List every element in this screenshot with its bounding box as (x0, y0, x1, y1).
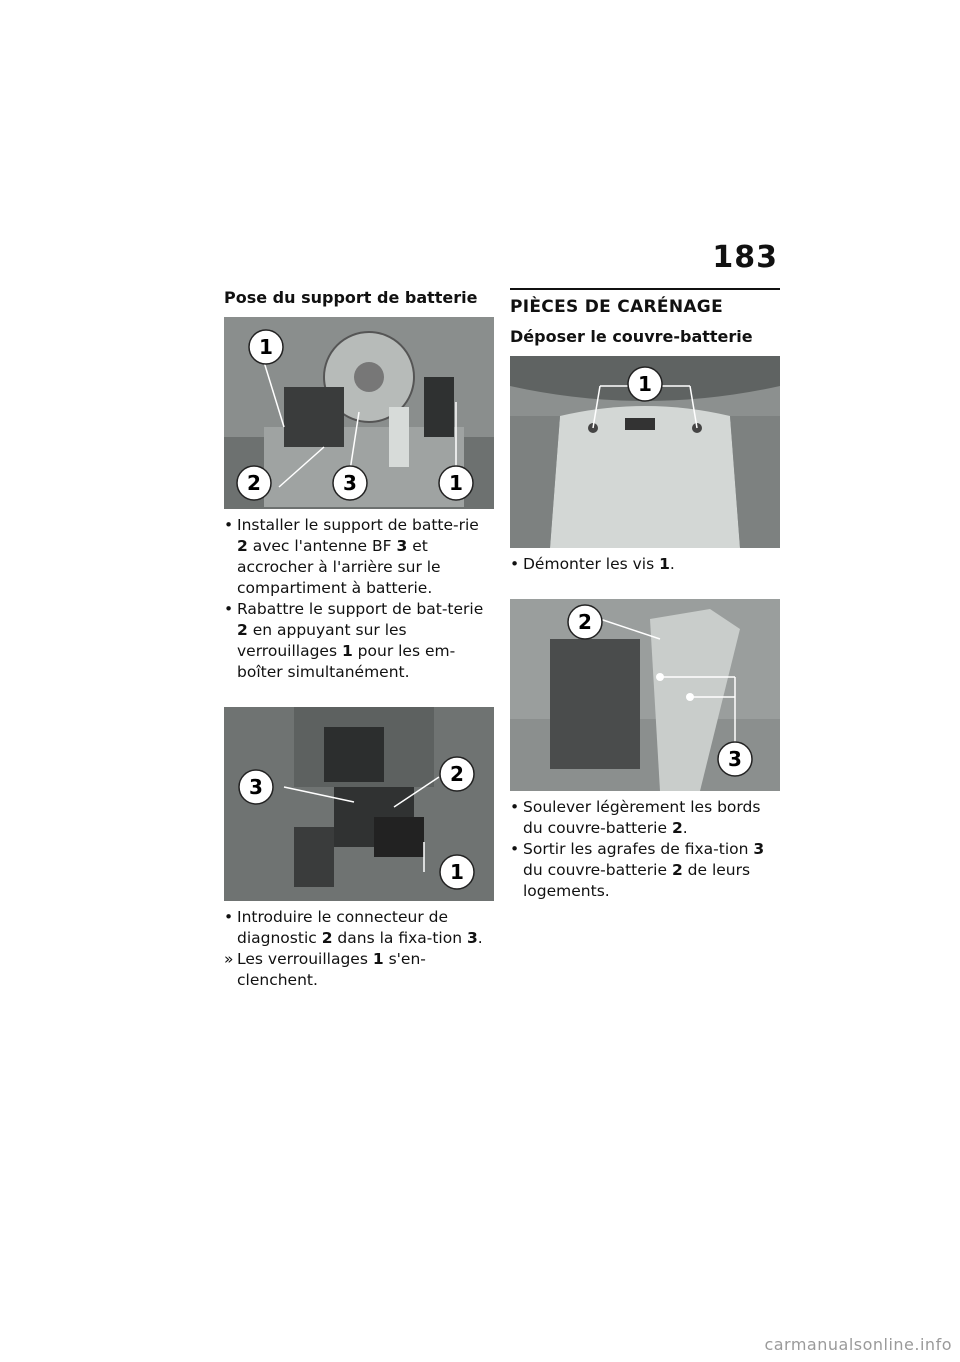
svg-text:3: 3 (343, 471, 357, 495)
figure-cover-screws (510, 356, 780, 548)
svg-text:3: 3 (249, 775, 263, 799)
step-release-clips: • Sortir les agrafes de fixa-tion 3 du couvre-batterie 2 de leurs logements. (510, 840, 765, 900)
svg-text:1: 1 (638, 372, 652, 396)
svg-text:2: 2 (450, 762, 464, 786)
section-title: PIÈCES DE CARÉNAGE (510, 288, 780, 317)
cover-screws-illustration (510, 356, 780, 548)
callout-2 (237, 466, 271, 500)
callout-2 (440, 757, 474, 791)
svg-text:1: 1 (449, 471, 463, 495)
callout-1 (628, 367, 662, 401)
battery-support-illustration (224, 317, 494, 509)
figure-cover-clips (510, 599, 780, 791)
diagnostic-connector-illustration (224, 707, 494, 901)
cover-clips-illustration (510, 599, 780, 791)
figure-diagnostic-connector (224, 707, 494, 901)
svg-text:2: 2 (247, 471, 261, 495)
step-install-support: • Installer le support de batte-rie 2 avec l'antenne BF 3 et accrocher à l'arrière sur le compartiment à batterie. (224, 516, 479, 597)
right-column (510, 288, 780, 902)
steps-diagnostic (224, 907, 494, 991)
steps-battery-support (224, 515, 494, 683)
svg-text:1: 1 (259, 335, 273, 359)
callout-1-top (249, 330, 283, 364)
page-number: 183 (712, 240, 778, 275)
step-remove-screws: • Démonter les vis 1. (510, 555, 675, 573)
callout-3 (333, 466, 367, 500)
left-column (224, 288, 494, 991)
steps-screws (510, 554, 780, 575)
result-locks-engage: » Les verrouillages 1 s'en-clenchent. (224, 950, 426, 989)
footer-watermark: carmanualsonline.info (764, 1335, 952, 1354)
figure-battery-support (224, 317, 494, 509)
step-insert-connector: • Introduire le connecteur de diagnostic 2 dans la fixa-tion 3. (224, 908, 483, 947)
callout-3 (718, 742, 752, 776)
callout-1 (440, 855, 474, 889)
heading-battery-support: Pose du support de batterie (224, 288, 478, 307)
callout-2 (568, 605, 602, 639)
svg-text:2: 2 (578, 610, 592, 634)
step-lift-cover: • Soulever légèrement les bords du couvre-batterie 2. (510, 798, 761, 837)
step-fold-support: • Rabattre le support de bat-terie 2 en appuyant sur les verrouillages 1 pour les em-boîter simultanément. (224, 600, 484, 681)
svg-text:1: 1 (450, 860, 464, 884)
callout-3 (239, 770, 273, 804)
heading-remove-cover: Déposer le couvre-batterie (510, 327, 753, 346)
steps-clips (510, 797, 780, 902)
svg-text:3: 3 (728, 747, 742, 771)
callout-1-bottom (439, 466, 473, 500)
